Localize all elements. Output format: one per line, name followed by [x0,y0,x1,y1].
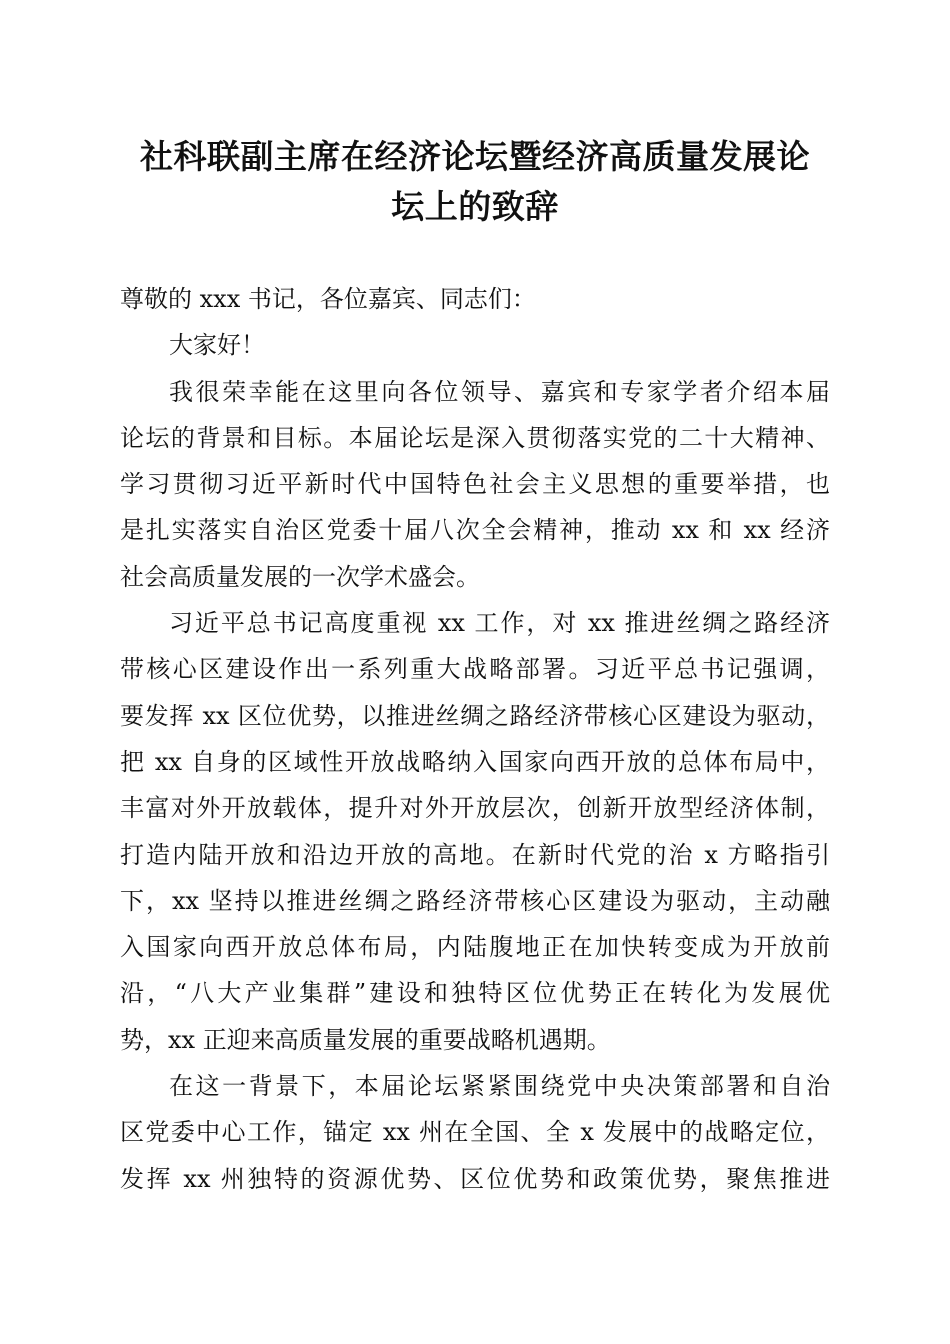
paragraph-line: 论坛的背景和目标。本届论坛是深入贯彻落实党的二十大精神、 [120,423,830,452]
paragraph-line: 在这一背景下，本届论坛紧紧围绕党中央决策部署和自治 [169,1072,830,1101]
paragraph-line: 习近平总书记高度重视 xx 工作，对 xx 推进丝绸之路经济 [169,609,830,638]
paragraph-2 [120,600,830,1063]
paragraph-line: 发挥 xx 州独特的资源优势、区位优势和政策优势，聚焦推进 [120,1164,830,1193]
document-body [120,276,830,1202]
paragraph-line: 下，xx 坚持以推进丝绸之路经济带核心区建设为驱动，主动融 [120,886,830,915]
paragraph-line: 丰富对外开放载体，提升对外开放层次，创新开放型经济体制， [120,794,830,823]
paragraph-line: 是扎实落实自治区党委十届八次全会精神，推动 xx 和 xx 经济 [120,516,830,545]
paragraph-line: 沿，“八大产业集群”建设和独特区位优势正在转化为发展优 [120,979,830,1008]
greeting: 大家好！ [169,331,265,360]
paragraph-line: 我很荣幸能在这里向各位领导、嘉宾和专家学者介绍本届 [169,377,830,406]
paragraph-line: 把 xx 自身的区域性开放战略纳入国家向西开放的总体布局中， [120,747,830,776]
paragraph-3 [120,1063,830,1202]
paragraph-line: 要发挥 xx 区位优势，以推进丝绸之路经济带核心区建设为驱动， [120,701,830,730]
salutation: 尊敬的 xxx 书记，各位嘉宾、同志们： [120,285,536,313]
paragraph-line: 势，xx 正迎来高质量发展的重要战略机遇期。 [120,1025,611,1054]
paragraph-line: 社会高质量发展的一次学术盛会。 [120,562,480,591]
paragraph-line: 区党委中心工作，锚定 xx 州在全国、全 x 发展中的战略定位， [120,1118,830,1147]
paragraph-line: 打造内陆开放和沿边开放的高地。在新时代党的治 x 方略指引 [120,840,830,869]
title-line: 社科联副主席在经济论坛暨经济高质量发展论 [140,137,810,176]
paragraph-line: 入国家向西开放总体布局，内陆腹地正在加快转变成为开放前 [120,933,830,962]
paragraph-line: 带核心区建设作出一系列重大战略部署。习近平总书记强调， [120,655,830,684]
title-line: 坛上的致辞 [391,187,559,226]
paragraph-1 [120,369,830,600]
paragraph-line: 学习贯彻习近平新时代中国特色社会主义思想的重要举措，也 [120,470,830,499]
document-title [100,132,850,232]
